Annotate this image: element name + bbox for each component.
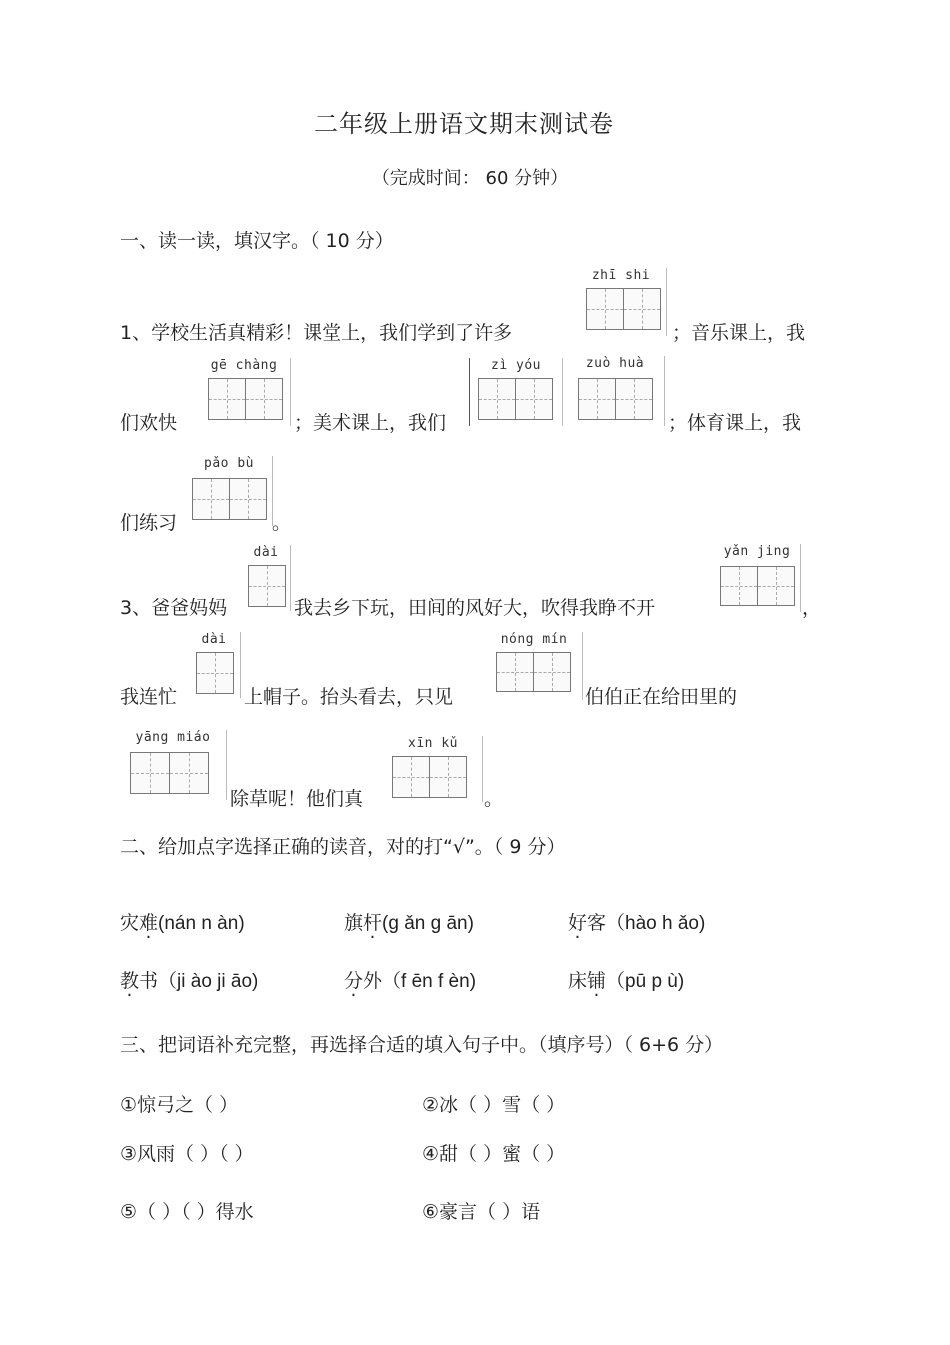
q1-text-f: 们练习 xyxy=(120,512,178,534)
dotted-char: 杆 xyxy=(363,912,383,934)
q3-text-d: 我连忙 xyxy=(120,686,178,708)
section1-heading: 一、读一读，填汉字。（ 10 分） xyxy=(120,230,394,252)
section3-heading: 三、把词语补充完整，再选择合适的填入句子中。（填序号）（ 6+6 分） xyxy=(120,1034,724,1056)
choice-text: 旗 xyxy=(344,912,364,934)
q1-text-a: 1、学校生活真精彩！课堂上，我们学到了许多 xyxy=(120,322,513,344)
answer-box-dai2[interactable] xyxy=(188,632,241,698)
pinyin-choice-3[interactable] xyxy=(568,908,705,935)
choice-text: 书 xyxy=(139,970,159,992)
idiom-item-1[interactable]: ①惊弓之（ ） xyxy=(120,1094,239,1116)
page-title: 二年级上册语文期末测试卷 xyxy=(314,110,614,138)
choice-text: 外 xyxy=(363,970,383,992)
pinyin-dai1: dài xyxy=(253,545,279,560)
pinyin-options: (nán n àn) xyxy=(158,913,245,934)
q1-text-e: ；体育课上，我 xyxy=(668,412,802,434)
idiom-item-3[interactable]: ③风雨（ ）（ ） xyxy=(120,1143,254,1165)
pinyin-zuohua: zuò huà xyxy=(585,356,645,371)
pinyin-choice-2[interactable] xyxy=(344,908,474,935)
dotted-char: 好 xyxy=(568,912,588,934)
idiom-item-5[interactable]: ⑤（ ）（ ）得水 xyxy=(120,1201,254,1223)
pinyin-choice-1[interactable] xyxy=(120,908,245,935)
pinyin-zhishi: zhī shi xyxy=(591,268,651,283)
pinyin-nongmin: nóng mín xyxy=(500,632,568,647)
q1-text-c: 们欢快 xyxy=(120,412,178,434)
pinyin-yanjing: yǎn jing xyxy=(723,544,791,559)
q3-text-c: ， xyxy=(802,597,822,619)
q3-text-a: 3、爸爸妈妈 xyxy=(120,597,228,619)
dotted-char: 难 xyxy=(139,912,159,934)
pinyin-yangmiao: yāng miáo xyxy=(135,730,211,745)
pinyin-options: （hào h ǎo) xyxy=(606,913,706,934)
answer-box-dai1[interactable] xyxy=(242,545,291,611)
pinyin-options: （f ēn f èn) xyxy=(382,971,477,992)
q1-text-b: ；音乐课上，我 xyxy=(672,322,806,344)
pinyin-xinku: xīn kǔ xyxy=(408,736,458,751)
pinyin-paobu: pǎo bù xyxy=(204,456,254,471)
answer-box-zhishi[interactable] xyxy=(576,268,667,336)
pinyin-dai2: dài xyxy=(201,632,227,647)
dotted-char: 教 xyxy=(120,970,140,992)
answer-box-ziyou[interactable] xyxy=(469,358,563,426)
q3-text-f: 伯伯正在给田里的 xyxy=(585,686,738,708)
pinyin-options: (g ǎn g ān) xyxy=(382,913,474,934)
q3-text-e: 上帽子。抬头看去，只见 xyxy=(244,686,454,708)
idiom-item-4[interactable]: ④甜（ ）蜜（ ） xyxy=(422,1143,566,1165)
idiom-item-6[interactable]: ⑥豪言（ ）语 xyxy=(422,1201,541,1223)
q1-text-g: 。 xyxy=(272,512,292,534)
q3-text-g: 除草呢！他们真 xyxy=(230,788,364,810)
pinyin-choice-5[interactable] xyxy=(344,966,476,993)
q1-text-d: ；美术课上，我们 xyxy=(294,412,447,434)
page-subtitle: （完成时间： 60 分钟） xyxy=(371,168,569,189)
choice-text: 床 xyxy=(568,970,588,992)
answer-box-gechang[interactable] xyxy=(198,358,291,426)
idiom-item-2[interactable]: ②冰（ ）雪（ ） xyxy=(422,1094,566,1116)
answer-box-xinku[interactable] xyxy=(384,736,483,802)
q3-text-b: 我去乡下玩，田间的风好大，吹得我睁不开 xyxy=(294,597,656,619)
pinyin-options: （pū p ù) xyxy=(606,971,685,992)
answer-box-nongmin[interactable] xyxy=(486,632,583,700)
choice-text: 客 xyxy=(587,912,607,934)
answer-box-zuohua[interactable] xyxy=(566,356,665,426)
dotted-char: 分 xyxy=(344,970,364,992)
pinyin-ziyou: zì yóu xyxy=(491,358,541,373)
answer-box-paobu[interactable] xyxy=(186,456,273,526)
answer-box-yanjing[interactable] xyxy=(714,544,801,612)
answer-box-yangmiao[interactable] xyxy=(120,730,227,800)
dotted-char: 铺 xyxy=(587,970,607,992)
q3-text-h: 。 xyxy=(484,788,504,810)
pinyin-choice-4[interactable] xyxy=(120,966,258,993)
section2-heading: 二、给加点字选择正确的读音，对的打“√”。（ 9 分） xyxy=(120,836,566,858)
pinyin-options: （ji ào ji āo) xyxy=(158,971,259,992)
pinyin-choice-6[interactable] xyxy=(568,966,684,993)
pinyin-gechang: gē chàng xyxy=(210,358,278,373)
choice-text: 灾 xyxy=(120,912,140,934)
